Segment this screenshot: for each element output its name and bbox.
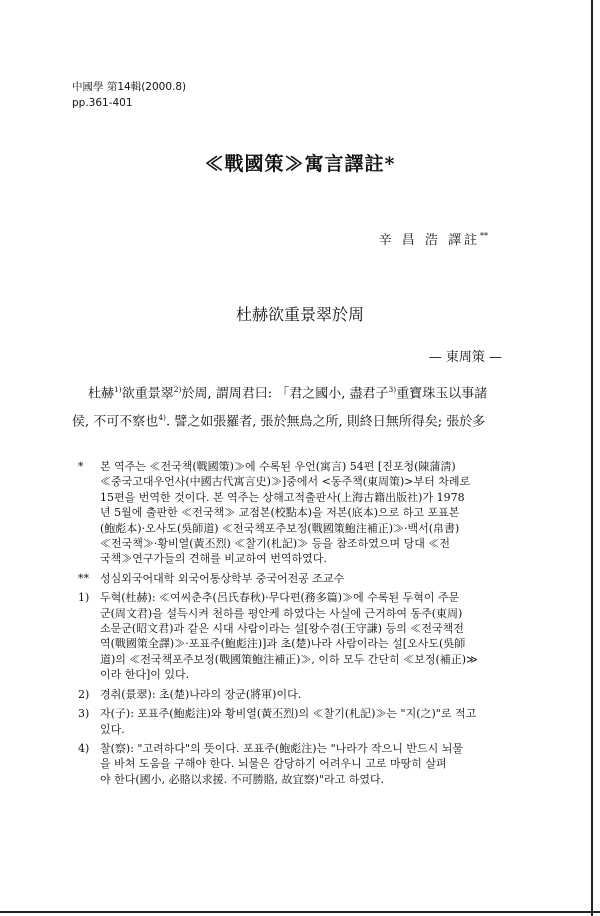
footnote-line: (鮑彪本)·오사도(吳師道) ≪전국책포주보정(戰國策鮑注補正)≫·백서(帛書) [100,521,460,535]
footnote-line: 을 바쳐 도움을 구해야 한다. 뇌물은 감당하기 어려우니 고로 마땅히 살펴 [100,757,447,771]
footnote-mark: 4) [78,741,90,755]
footnote-mark: * [78,460,84,473]
footnote-line: ≪중국고대우언사(中國古代寓言史)≫]중에서 <동주책(東周策)>부터 차례로 [100,475,471,489]
author-footnote-mark: ** [480,231,488,241]
footnote-star [78,459,518,567]
footnote-mark: 2) [78,687,90,701]
footnote-line: 역(戰國策全譯)≫·포표주(鮑彪注)]과 초(楚)나라 사람이라는 설[오사도(吳師 [100,637,466,651]
footnotes [78,459,518,791]
page-edge-bottom [0,911,600,913]
author [379,229,488,248]
paper-title: ≪戰國策≫寓言譯註* [204,153,396,175]
footnote-line: 道)의 ≪전국책포주보정(戰國策鮑注補正)≫, 이하 모두 간단히 ≪보정(補正)≫ [100,652,478,666]
footnote-line: 찰(察): "고려하다"의 뜻이다. 포표주(鮑彪注)는 "나라가 작으니 반드시 뇌물 [100,741,464,755]
footnote-line: 년 5월에 출판한 ≪전국책≫ 교점본(校點本)을 저본(底本)으로 하고 포표본 [100,506,460,520]
paragraph-line-1: 杜赫$^{1)}$欲重景翠$^{2)}$於周, 謂周君曰: 「君之國小, 盡君子$^{3)}$重寶珠玉以事諸 [88,385,488,402]
journal-pages: pp.361-401 [72,97,133,109]
footnote-line: ≪전국책≫·황비열(黃丕烈) ≪찰기(札記)≫ 등을 참조하였으며 당대 ≪전 [100,537,451,551]
footnote-2 [78,687,518,702]
footnote-line: 군(周文君)을 설득시켜 천하를 평안케 하였다는 사실에 근거하여 동주(東周) [100,606,463,620]
journal-info [72,79,186,111]
footnote-double-star [78,571,518,586]
author-name: 辛 昌 浩 譯註 [378,233,480,248]
footnote-line: 성심외국어대학 외국어통상학부 중국어전공 조교수 [100,571,345,585]
footnote-mark: ** [78,571,89,585]
footnote-mark: 3) [78,707,90,721]
footnote-line: 경취(景翠): 초(楚)나라의 장군(將軍)이다. [100,687,302,701]
paragraph-line-2: 侯, 不可不察也$^{4)}$. 譬之如張羅者, 張於無鳥之所, 則終日無所得矣; 張於多 [72,413,486,430]
footnote-1 [78,590,518,682]
page-edge-right [591,0,593,916]
footnote-line: 본 역주는 ≪전국책(戰國策)≫에 수록된 우언(寓言) 54편 [진포청(陳蒲淸) [100,460,456,473]
footnote-line: 15편을 번역한 것이다. 본 역주는 상해고적출판사(上海古籍出版社)가 1978 [100,490,465,504]
footnote-line: 소문군(昭文君)과 같은 시대 사람이라는 설[왕수겸(王守謙) 등의 ≪전국책전 [100,622,464,636]
footnote-3 [78,706,518,737]
footnote-mark: 1) [78,591,90,605]
footnote-line: 국책≫연구가들의 견해를 비교하여 번역하였다. [100,552,327,566]
footnote-line: 야 한다(國小, 必賂以求援. 不可勝賂, 故宜察)"라고 하였다. [100,772,385,786]
footnote-line: 있다. [100,722,125,736]
original-text-paragraph [72,378,512,435]
footnote-line: 자(子): 포표주(鮑彪注)와 황비열(黃丕烈)의 ≪찰기(札記)≫는 "지(之)"로 적고 [100,707,477,721]
section-title: 杜赫欲重景翠於周 [235,305,364,324]
footnote-4 [78,741,518,787]
footnote-line: 이라 한다]이 있다. [100,668,190,682]
footnote-line: 두혁(杜赫): ≪여씨춘추(呂氏春秋)·무다편(務多篇)≫에 수록된 두혁이 주문 [100,591,460,605]
journal-volume: 中國學 第14輯(2000.8) [72,81,187,93]
section-source: — 東周策 — [428,350,502,365]
